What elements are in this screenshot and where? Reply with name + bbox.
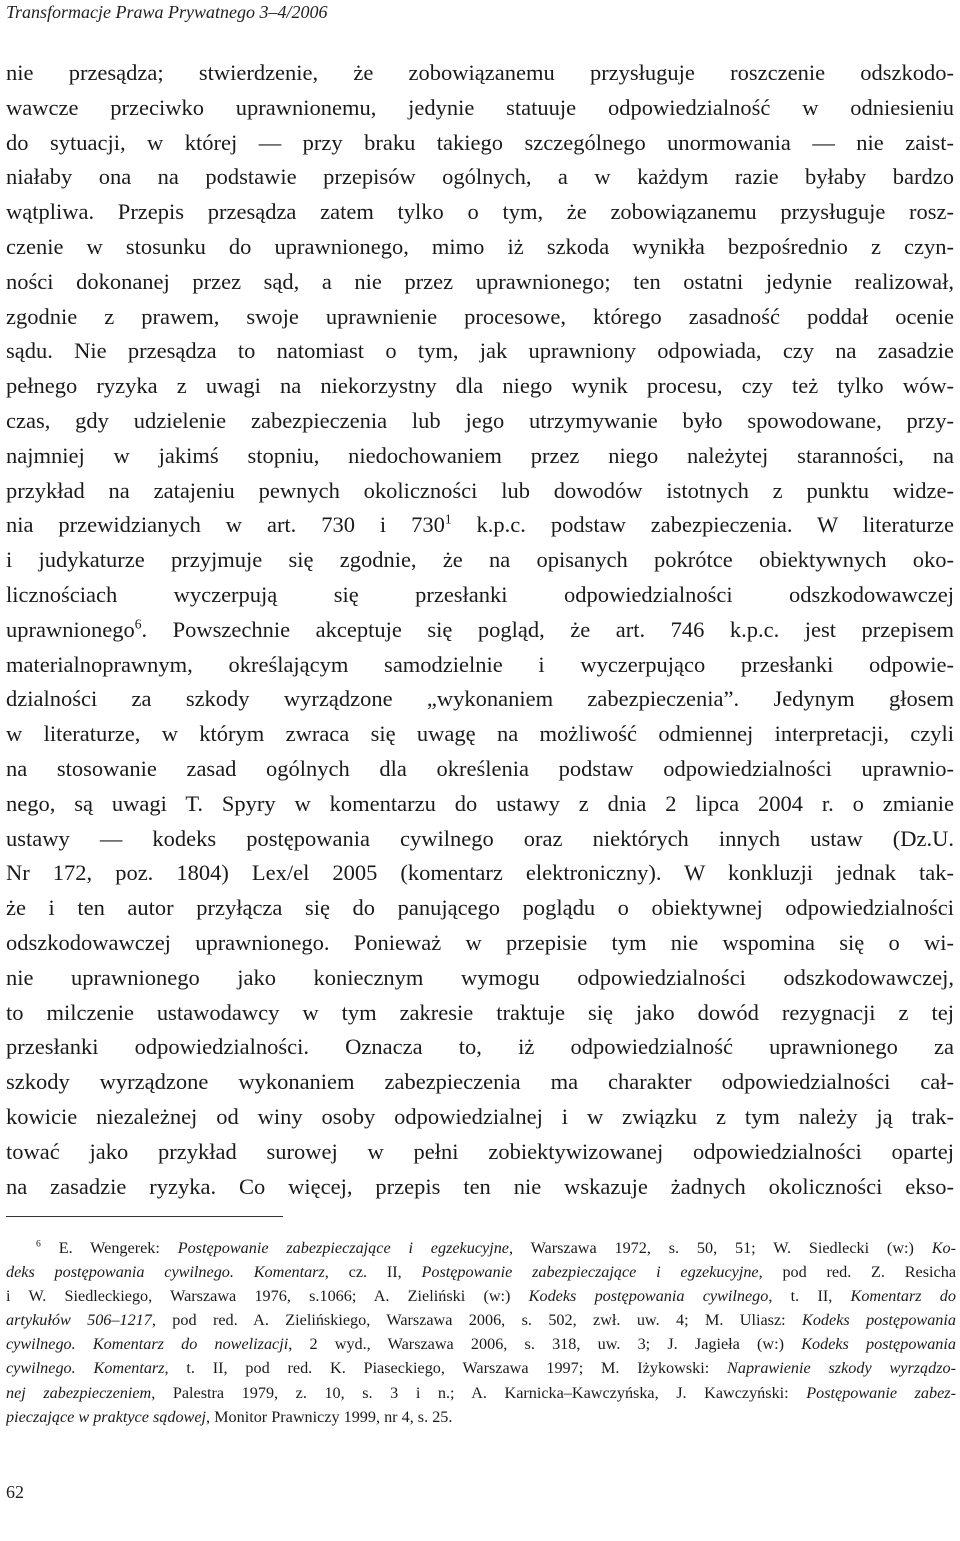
body-line: przykład na zatajeniu pewnych okoliczności lub dowodów istotnych z punktu widze- [6, 477, 954, 503]
body-line: Nr 172, poz. 1804) Lex/el 2005 (komentarz elektroniczny). W konkluzji jednak tak- [6, 860, 954, 886]
body-line: szkody wyrządzone wykonaniem zabezpieczenia ma charakter odpowiedzialności cał- [6, 1069, 954, 1095]
body-line: w literaturze, w którym zwraca się uwagę na możliwość odmiennej interpretacji, czyli [6, 721, 954, 747]
footnote-line: deks postępowania cywilnego. Komentarz, cz. II, Postępowanie zabezpieczające i egzekucyjne, pod red. Z. Resicha [6, 1263, 956, 1282]
footnote [6, 1236, 956, 1429]
body-line: sądu. Nie przesądza to natomiast o tym, jak uprawniony odpowiada, czy na zasadzie [6, 338, 954, 364]
body-line: nia przewidzianych w art. 730 i $730^1$ k.p.c. podstaw zabezpieczenia. W literaturze [6, 511, 954, 538]
body-line: pełnego ryzyka z uwagi na niekorzystny dla niego wynik procesu, czy też tylko wów- [6, 373, 954, 399]
footnote-line: i W. Siedleckiego, Warszawa 1976, s.1066; A. Zieliński (w:) Kodeks postępowania cywilnego, t. II, Komentarz do [6, 1287, 956, 1306]
body-line: odszkodowawczej uprawnionego. Ponieważ w przepisie tym nie wspomina się o wi- [6, 929, 954, 955]
body-line: ności dokonanej przez sąd, a nie przez uprawnionego; ten ostatni jedynie realizował, [6, 268, 954, 294]
body-line: czas, gdy udzielenie zabezpieczenia lub jego utrzymywanie było spowodowane, przy- [6, 407, 954, 433]
body-line: wątpliwa. Przepis przesądza zatem tylko o tym, że zobowiązanemu przysługuje rosz- [6, 199, 954, 225]
body-line: czenie w stosunku do uprawnionego, mimo iż szkoda wynikła bezpośrednio z czyn- [6, 233, 954, 259]
body-line: niałaby ona na podstawie przepisów ogólnych, a w każdym razie byłaby bardzo [6, 164, 954, 190]
article-superscript: 1 [444, 511, 452, 527]
body-line: na zasadzie ryzyka. Co więcej, przepis ten nie wskazuje żadnych okoliczności ekso- [6, 1173, 954, 1199]
footnote-separator [6, 1216, 283, 1217]
body-line: że i ten autor przyłącza się do panującego poglądu o obiektywnej odpowiedzialności [6, 895, 954, 921]
body-line: dzialności za szkody wyrządzone „wykonaniem zabezpieczenia”. Jedynym głosem [6, 686, 954, 712]
body-line: to milczenie ustawodawcy w tym zakresie traktuje się jako dowód rezygnacji z tej [6, 999, 954, 1025]
footnote-line: cywilnego. Komentarz do nowelizacji, 2 wyd., Warszawa 2006, s. 318, uw. 3; J. Jagieła (w:) Kodeks postępowania [6, 1335, 956, 1354]
footnote-line: $^6$ E. Wengerek: Postępowanie zabezpieczające i egzekucyjne, Warszawa 1972, s. 50, 51; W. Siedlecki (w:) Ko- [36, 1238, 956, 1257]
body-line: licznościach wyczerpują się przesłanki odpowiedzialności odszkodowawczej [6, 581, 954, 607]
footnote-line: cywilnego. Komentarz, t. II, pod red. K. Piaseckiego, Warszawa 1997; M. Iżykowski: Naprawienie szkody wyrządzo- [6, 1359, 956, 1378]
footnote-line: nej zabezpieczeniem, Palestra 1979, z. 10, s. 3 i n.; A. Karnicka–Kawczyńska, J. Kawczyński: Postępowanie zabez- [6, 1383, 956, 1402]
body-line: na stosowanie zasad ogólnych dla określenia podstaw odpowiedzialności uprawnio- [6, 755, 954, 781]
body-line: do sytuacji, w której — przy braku takiego szczególnego unormowania — nie zaist- [6, 129, 954, 155]
footnote-line: pieczające w praktyce sądowej, Monitor Prawniczy 1999, nr 4, s. 25. [6, 1407, 453, 1426]
running-header: Transformacje Prawa Prywatnego 3–4/2006 [6, 2, 328, 22]
footnote-line: artykułów 506–1217, pod red. A. Zielińskiego, Warszawa 2006, s. 502, zwł. uw. 4; M. Uliasz: Kodeks postępowania [6, 1311, 956, 1330]
body-line: nie uprawnionego jako koniecznym wymogu odpowiedzialności odszkodowawczej, [6, 964, 954, 990]
body-line: najmniej w jakimś stopniu, niedochowaniem przez niego należytej staranności, na [6, 442, 954, 468]
body-line: kowicie niezależnej od winy osoby odpowiedzialnej i w związku z tym należy ją trak- [6, 1103, 954, 1129]
body-line: nie przesądza; stwierdzenie, że zobowiązanemu przysługuje roszczenie odszkodo- [6, 60, 954, 85]
page-number: 62 [6, 1482, 24, 1502]
body-line: materialnoprawnym, określającym samodzielnie i wyczerpująco przesłanki odpowie- [6, 651, 954, 677]
body-line: przesłanki odpowiedzialności. Oznacza to, iż odpowiedzialność uprawnionego za [6, 1034, 954, 1060]
footnote-marker: 6 [36, 1238, 41, 1250]
body-line: nego, są uwagi T. Spyry w komentarzu do ustawy z dnia 2 lipca 2004 r. o zmianie [6, 790, 954, 816]
body-line: i judykaturze przyjmuje się zgodnie, że na opisanych pokrótce obiektywnych oko- [6, 547, 954, 573]
body-line: tować jako przykład surowej w pełni zobiektywizowanej odpowiedzialności opartej [6, 1138, 954, 1164]
body-line: ustawy — kodeks postępowania cywilnego oraz niektórych innych ustaw (Dz.U. [6, 825, 954, 851]
body-line: wawcze przeciwko uprawnionemu, jedynie statuuje odpowiedzialność w odniesieniu [6, 94, 954, 120]
body-line: uprawnionego$^6$. Powszechnie akceptuje się pogląd, że art. 746 k.p.c. jest przepisem [6, 616, 954, 642]
body-text [6, 56, 954, 1204]
footnote-reference: 6 [134, 616, 142, 632]
body-line: zgodnie z prawem, swoje uprawnienie procesowe, którego zasadność poddał ocenie [6, 303, 954, 329]
